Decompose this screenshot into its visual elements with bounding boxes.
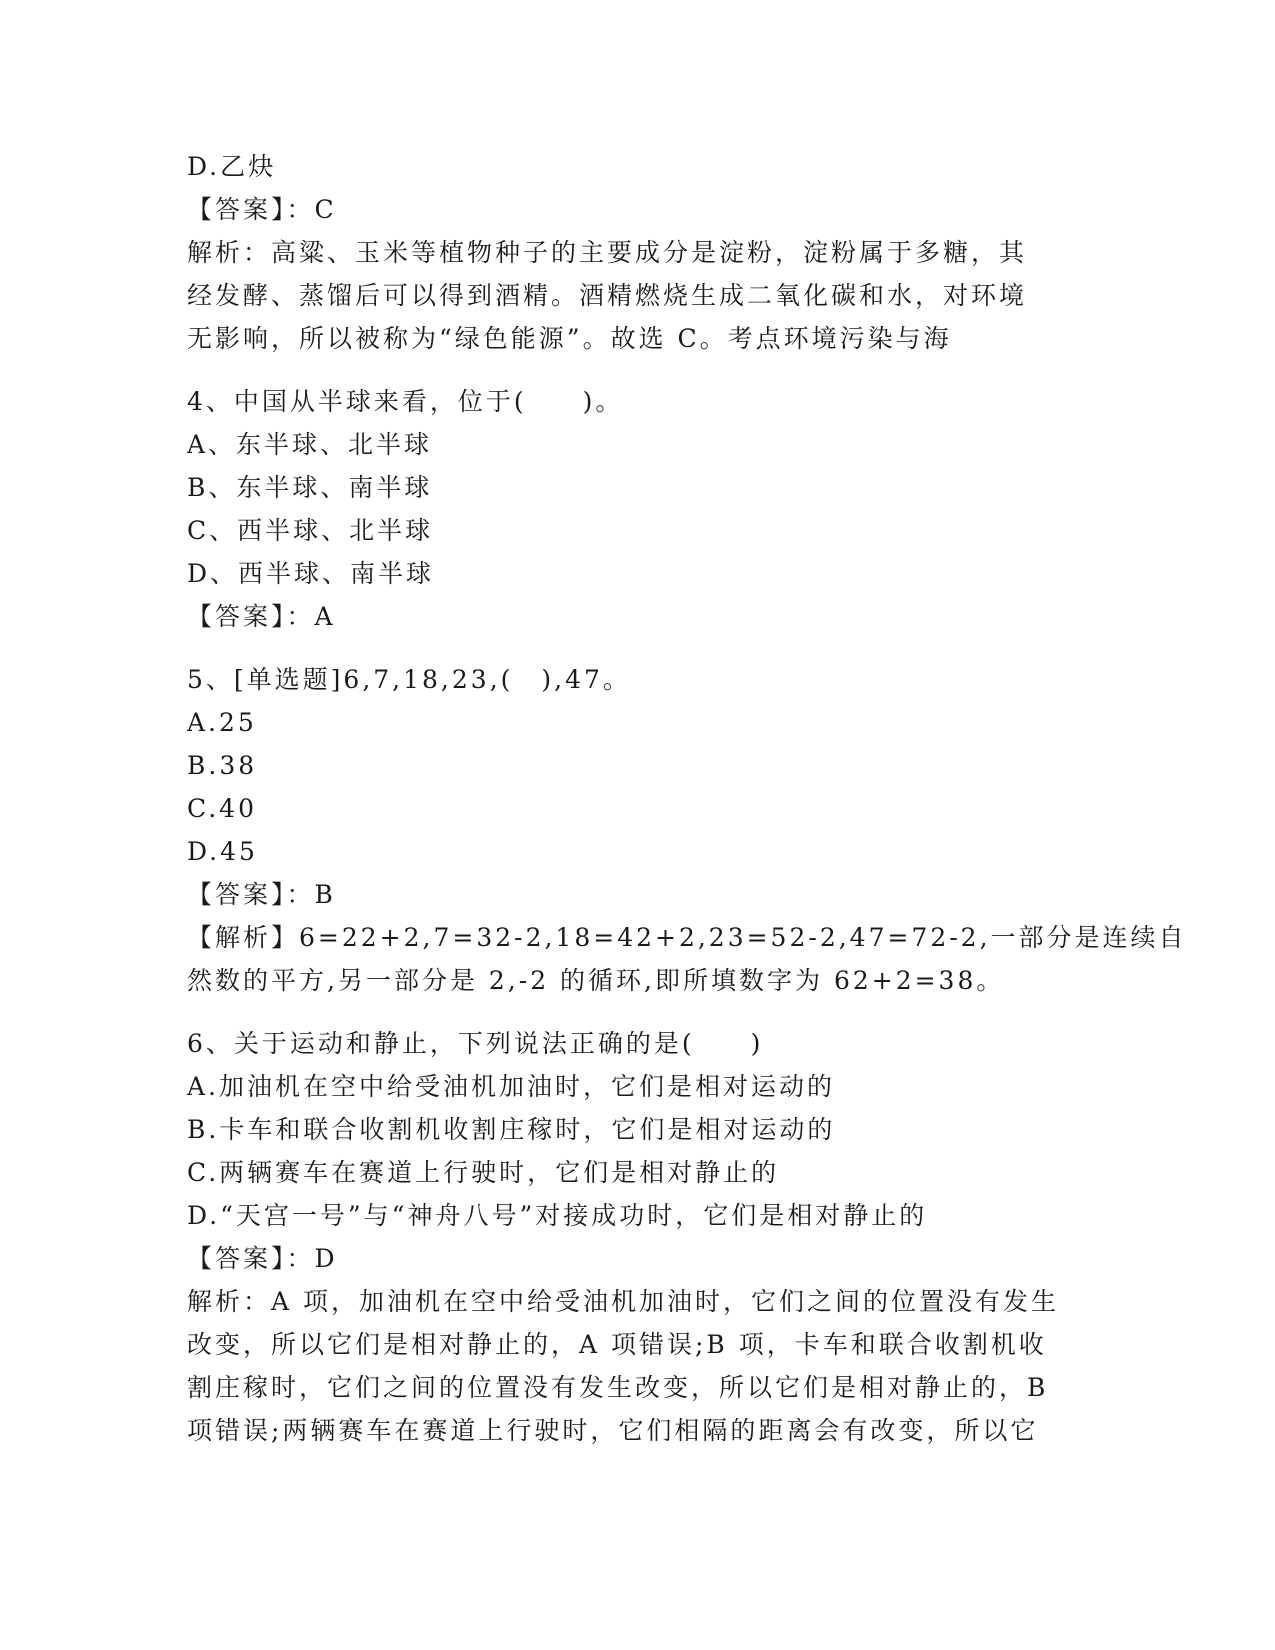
q3-analysis	[187, 231, 1087, 360]
q6-analysis-line: 割庄稼时，它们之间的位置没有发生改变，所以它们是相对静止的，B	[187, 1373, 1049, 1402]
spacer	[187, 1002, 1087, 1022]
q6-analysis-line: 项错误;两辆赛车在赛道上行驶时，它们相隔的距离会有改变，所以它	[187, 1416, 1039, 1445]
q5-option-c: C.40	[187, 794, 257, 823]
q6-answer: 【答案】：D	[187, 1244, 338, 1273]
question-5-block	[187, 658, 1187, 1002]
q3-option-d: D.乙炔	[187, 152, 277, 181]
q6-option-d: D.“天宫一号”与“神舟八号”对接成功时，它们是相对静止的	[187, 1201, 928, 1230]
q4-option-c: C、西半球、北半球	[187, 516, 434, 545]
document-page	[187, 145, 1187, 1452]
spacer	[187, 360, 1087, 380]
q5-analysis-line: 然数的平方,另一部分是 2,-2 的循环,即所填数字为 62+2=38。	[187, 966, 1005, 995]
q4-option-b: B、东半球、南半球	[187, 473, 433, 502]
question-6-block	[187, 1022, 1087, 1452]
q5-analysis	[187, 916, 1187, 1002]
q5-option-a: A.25	[187, 708, 257, 737]
q3-answer: 【答案】：C	[187, 195, 337, 224]
q6-analysis-line: 解析：A 项，加油机在空中给受油机加油时，它们之间的位置没有发生	[187, 1287, 1060, 1316]
q6-option-b: B.卡车和联合收割机收割庄稼时，它们是相对运动的	[187, 1115, 836, 1144]
q5-analysis-line: 【解析】6=22+2,7=32-2,18=42+2,23=52-2,47=72-2,一部分是连续自	[187, 923, 1187, 952]
question-4-block	[187, 380, 1087, 638]
q6-analysis-line: 改变，所以它们是相对静止的，A 项错误;B 项，卡车和联合收割机收	[187, 1330, 1047, 1359]
q4-option-d: D、西半球、南半球	[187, 559, 435, 588]
q5-option-b: B.38	[187, 751, 258, 780]
question-3-block	[187, 145, 1087, 360]
q6-option-c: C.两辆赛车在赛道上行驶时，它们是相对静止的	[187, 1158, 780, 1187]
q4-question: 4、中国从半球来看，位于( )。	[187, 387, 624, 416]
q3-analysis-line: 解析：高粱、玉米等植物种子的主要成分是淀粉，淀粉属于多糖，其	[187, 238, 1028, 267]
q6-option-a: A.加油机在空中给受油机加油时，它们是相对运动的	[187, 1072, 836, 1101]
q3-analysis-line: 经发酵、蒸馏后可以得到酒精。酒精燃烧生成二氧化碳和水，对环境	[187, 281, 1028, 310]
q4-answer: 【答案】：A	[187, 602, 336, 631]
q5-answer: 【答案】：B	[187, 880, 336, 909]
q5-question: 5、[单选题]6,7,18,23,( ),47。	[187, 665, 631, 694]
spacer	[187, 638, 1087, 658]
q5-option-d: D.45	[187, 837, 258, 866]
q4-option-a: A、东半球、北半球	[187, 430, 433, 459]
q6-question: 6、关于运动和静止，下列说法正确的是( )	[187, 1029, 764, 1058]
q6-analysis	[187, 1280, 1087, 1452]
q3-analysis-line: 无影响，所以被称为“绿色能源”。故选 C。考点环境污染与海	[187, 324, 952, 353]
